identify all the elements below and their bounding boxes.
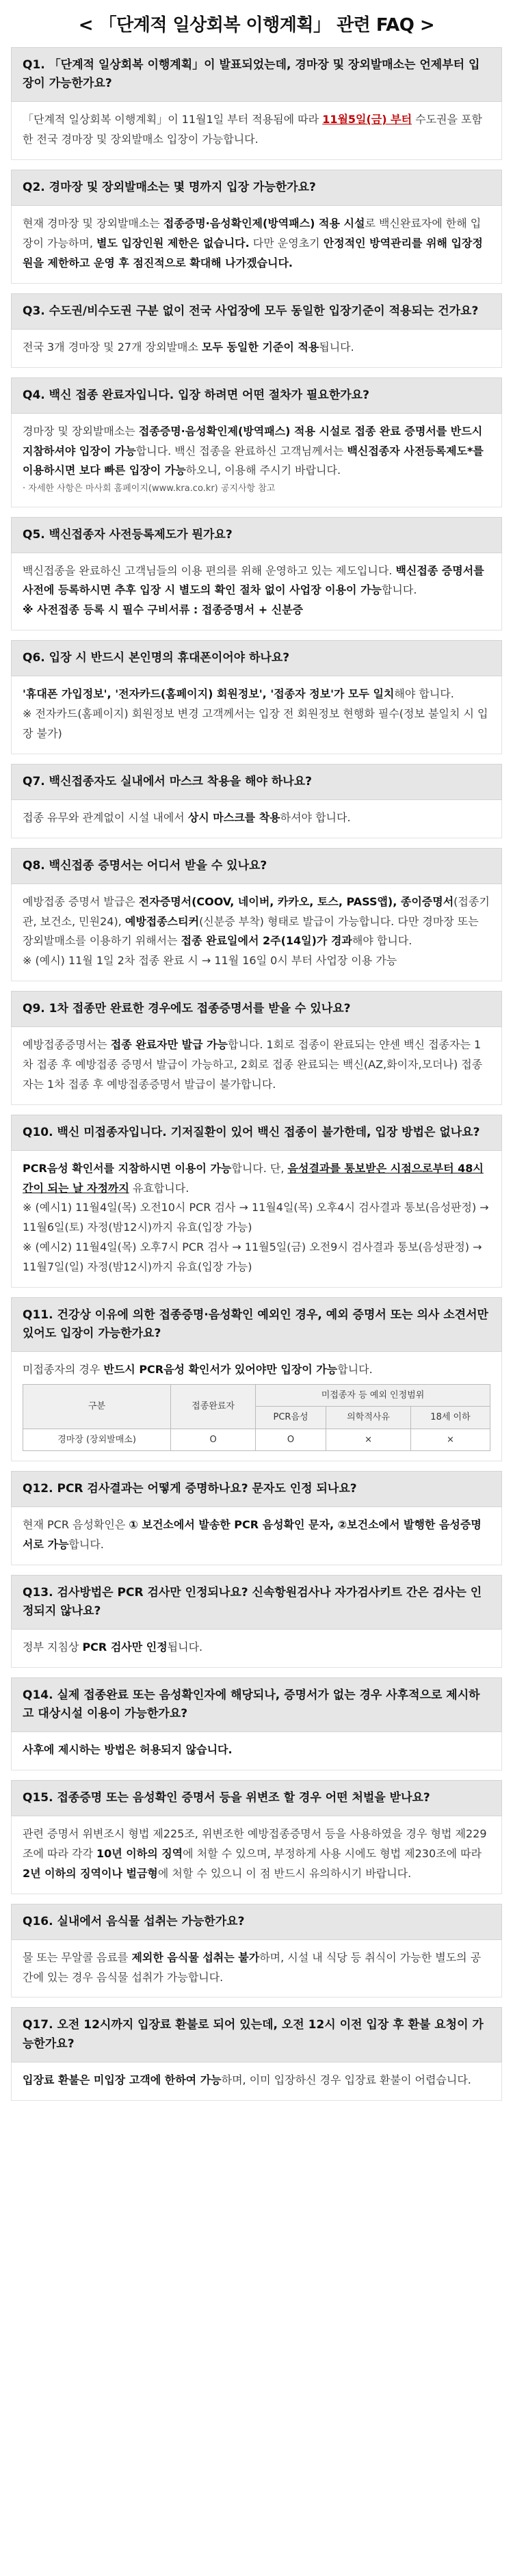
answer-paragraph	[23, 1824, 490, 1883]
answer-text: ※ (예시) 11월 1일 2차 접종 완료 시 → 11월 16일 0시 부터 사업장 이용 가능	[23, 954, 397, 968]
faq-question: Q3. 수도권/비수도권 구분 없이 전국 사업장에 모두 동일한 입장기준이 적용되는 건가요?	[11, 293, 502, 330]
answer-paragraph	[23, 808, 490, 828]
answer-text: 접종 완료자만 발급 가능	[110, 1038, 228, 1052]
answer-text: 유효합니다.	[129, 1181, 189, 1195]
answer-note	[23, 951, 490, 971]
answer-text: 해야 합니다.	[352, 934, 412, 948]
faq-question: Q2. 경마장 및 장외발매소는 몇 명까지 입장 가능한가요?	[11, 170, 502, 206]
answer-text: 합니다. 백신 접종을 완료하신 고객님께서는	[135, 444, 347, 457]
answer-text: 관련 증명서 위변조시 형법 제225조, 위변조한 예방접종증명서 등을 사용하였을 경우 형법 제229조에 따라 각각	[23, 1827, 487, 1861]
faq-question: Q14. 실제 접종완료 또는 음성확인자에 해당되나, 증명서가 없는 경우 사후적으로 제시하고 대상시설 이용이 가능한가요?	[11, 1677, 502, 1732]
table-cell: 미접종자 등 예외 인정범위	[256, 1384, 490, 1406]
table-row	[23, 1429, 490, 1450]
answer-text: ※ 사전접종 등록 시 필수 구비서류 : 접종증명서 + 신분증	[23, 603, 304, 617]
faq-answer	[11, 1507, 502, 1565]
answer-text: 미접종자의 경우	[23, 1362, 104, 1376]
answer-paragraph	[23, 2071, 490, 2090]
answer-paragraph	[23, 1948, 490, 1988]
answer-text: 합니다. 1회로 접종이 완료되는 얀센 백신 접종자는 1차 접종 후 예방접종 증명서 발급이 가능하고, 2회로 접종 완료되는 백신(AZ,화이자,모더나) 접종자는 1차 접종 후 예방접종증명서 발급이 불가합니다.	[23, 1038, 483, 1091]
faq-item	[11, 293, 502, 368]
faq-question: Q10. 백신 미접종자입니다. 기저질환이 있어 백신 접종이 불가한데, 입장 방법은 없나요?	[11, 1115, 502, 1151]
faq-question: Q15. 접종증명 또는 음성확인 증명서 등을 위변조 할 경우 어떤 처벌을 받나요?	[11, 1780, 502, 1816]
answer-text: 로 백신완료자에 한해 입장이 가능하며,	[23, 217, 482, 250]
answer-text: 모두 동일한 기준이 적용	[201, 340, 319, 354]
table-cell: 접종완료자	[171, 1384, 256, 1429]
faq-item	[11, 1471, 502, 1565]
answer-text: 접종 완료일에서 2주(14일)가 경과	[181, 934, 352, 948]
answer-text: 안정적인 방역관리를 위해 입장정원을 제한하고 운영 후 점진적으로 확대해 나가겠습니다.	[23, 236, 483, 269]
page-title: < 「단계적 일상회복 이행계획」 관련 FAQ >	[78, 15, 435, 36]
faq-item	[11, 848, 502, 981]
answer-text: 10년 이하의 징역	[96, 1847, 183, 1861]
answer-text: 현재 경마장 및 장외발매소는	[23, 217, 163, 230]
faq-answer	[11, 2062, 502, 2101]
answer-paragraph	[23, 338, 490, 358]
answer-text: 합니다.	[337, 1362, 373, 1376]
answer-text: 상시 마스크를 착용	[187, 810, 280, 824]
answer-text: 전국 3개 경마장 및 27개 장외발매소	[23, 340, 202, 354]
faq-answer	[11, 1816, 502, 1894]
faq-item	[11, 1115, 502, 1288]
answer-text: 현재 PCR 음성확인은	[23, 1518, 129, 1532]
faq-question: Q5. 백신접종자 사전등록제도가 뭔가요?	[11, 517, 502, 553]
faq-item	[11, 1780, 502, 1894]
faq-item	[11, 1904, 502, 1998]
answer-text: 수도권을 포함한 전국 경마장 및 장외발매소 입장이 가능합니다.	[23, 113, 482, 146]
faq-question: Q12. PCR 검사결과는 어떻게 증명하나요? 문자도 인정 되나요?	[11, 1471, 502, 1507]
answer-text: 하며, 시설 내 식당 등 취식이 가능한 별도의 공간에 있는 경우 음식물 섭취가 가능합니다.	[23, 1950, 482, 1984]
faq-question: Q16. 실내에서 음식물 섭취는 가능한가요?	[11, 1904, 502, 1940]
answer-text: 백신접종자 사전등록제도*를 이용하시면 보다 빠른 입장이 가능	[23, 444, 484, 477]
answer-text: 음성결과를 통보받은 시점으로부터 48시간이 되는 날 자정까지	[23, 1161, 484, 1195]
answer-text: 합니다.	[381, 583, 417, 597]
faq-item	[11, 47, 502, 160]
answer-text: 「단계적 일상회복 이행계획」이 11월1일 부터 적용됨에 따라	[23, 113, 323, 127]
answer-text: 하셔야 합니다.	[280, 810, 351, 824]
faq-question: Q13. 검사방법은 PCR 검사만 인정되나요? 신속항원검사나 자가검사키트 간은 검사는 인정되지 않나요?	[11, 1575, 502, 1630]
answer-paragraph	[23, 1638, 490, 1658]
answer-text: 하오니, 이용해 주시기 바랍니다.	[185, 464, 341, 477]
faq-answer	[11, 330, 502, 368]
faq-item	[11, 764, 502, 838]
faq-question: Q8. 백신접종 증명서는 어디서 받을 수 있나요?	[11, 848, 502, 884]
table-cell: 18세 이하	[410, 1407, 490, 1429]
faq-answer	[11, 1940, 502, 1998]
answer-text: 백신접종을 완료하신 고객님들의 이용 편의를 위해 운영하고 있는 제도입니다.	[23, 563, 396, 577]
answer-text: 하며, 이미 입장하신 경우 입장료 환불이 어렵습니다.	[221, 2073, 471, 2086]
answer-text: 반드시 PCR음성 확인서가 있어야만 입장이 가능	[103, 1362, 338, 1376]
faq-item	[11, 1677, 502, 1770]
faq-question: Q7. 백신접종자도 실내에서 마스크 착용을 해야 하나요?	[11, 764, 502, 800]
answer-text: 합니다. 단,	[231, 1161, 288, 1175]
answer-text: 에 처할 수 있으니 이 점 반드시 유의하시기 바랍니다.	[157, 1866, 412, 1880]
answer-text: 접종증명·음성확인제(방역패스) 적용 시설	[163, 217, 365, 230]
answer-text: 접종증명·음성확인제(방역패스) 적용 시설로 접종 완료 증명서를 반드시 지참하셔야 입장이 가능	[23, 424, 483, 457]
faq-answer	[11, 1352, 502, 1461]
faq-answer	[11, 414, 502, 507]
answer-text: 2년 이하의 징역이나 벌금형	[23, 1866, 158, 1880]
answer-paragraph	[23, 1515, 490, 1555]
answer-paragraph	[23, 214, 490, 273]
answer-paragraph	[23, 685, 490, 704]
faq-answer	[11, 206, 502, 283]
answer-paragraph	[23, 110, 490, 150]
answer-text: ※ 전자카드(홈페이지) 회원정보 변경 고객께서는 입장 전 회원정보 현행화 필수(정보 불일치 시 입장 불가)	[23, 707, 488, 740]
answer-note	[23, 704, 490, 744]
answer-text: 예방접종 증명서 발급은	[23, 894, 139, 908]
faq-item	[11, 377, 502, 507]
answer-text: 경마장 및 장외발매소는	[23, 424, 139, 438]
answer-text: 됩니다.	[319, 340, 354, 354]
faq-item	[11, 1575, 502, 1668]
answer-paragraph	[23, 422, 490, 481]
faq-question: Q11. 건강상 이유에 의한 접종증명·음성확인 예외인 경우, 예외 증명서 또는 의사 소견서만 있어도 입장이 가능한가요?	[11, 1297, 502, 1352]
answer-note	[23, 1238, 490, 1277]
table-cell: ×	[410, 1429, 490, 1450]
faq-question: Q4. 백신 접종 완료자입니다. 입장 하려면 어떤 절차가 필요한가요?	[11, 377, 502, 414]
answer-text: ① 보건소에서 발송한 PCR 음성확인 문자, ②보건소에서 발행한 음성증명서로 가능	[23, 1518, 482, 1551]
faq-answer	[11, 800, 502, 838]
answer-paragraph	[23, 1360, 490, 1380]
answer-text: 접종 유무와 관계없이 시설 내에서	[23, 810, 188, 824]
answer-text: PCR음성 확인서를 지참하시면 이용이 가능	[23, 1161, 232, 1175]
answer-paragraph	[23, 1035, 490, 1094]
faq-answer	[11, 676, 502, 754]
answer-text: 제외한 음식물 섭취는 불가	[131, 1950, 260, 1964]
answer-text: 입장료 환불은 미입장 고객에 한하여 가능	[23, 2073, 222, 2086]
faq-item	[11, 170, 502, 284]
answer-text: · 자세한 사항은 마사회 홈페이지(www.kra.co.kr) 공지사항 참고	[23, 483, 276, 494]
answer-text: PCR 검사만 인정	[82, 1641, 168, 1654]
faq-list	[11, 47, 502, 2101]
answer-text: 전자증명서(COOV, 네이버, 카카오, 토스, PASS앱), 종이증명서	[138, 894, 454, 908]
faq-item	[11, 2007, 502, 2100]
answer-text: 다만 운영초기	[249, 236, 324, 250]
answer-note	[23, 600, 490, 620]
table-cell: ×	[326, 1429, 411, 1450]
answer-paragraph	[23, 1159, 490, 1199]
answer-text: (접종기관, 보건소, 민원24),	[23, 894, 490, 928]
answer-text: 합니다.	[68, 1537, 104, 1551]
exception-table	[23, 1384, 490, 1451]
faq-question: Q9. 1차 접종만 완료한 경우에도 접종증명서를 받을 수 있나요?	[11, 991, 502, 1027]
answer-text: 사후에 제시하는 방법은 허용되지 않습니다.	[23, 1743, 233, 1757]
faq-question: Q6. 입장 시 반드시 본인명의 휴대폰이어야 하나요?	[11, 640, 502, 676]
faq-item	[11, 1297, 502, 1461]
table-header-row	[23, 1384, 490, 1406]
faq-answer	[11, 102, 502, 160]
answer-text: 해야 합니다.	[394, 687, 454, 701]
answer-text: (신분증 부착) 형태로 발급이 가능합니다. 다만 경마장 또는 장외발매소를 이용하기 위해서는	[23, 914, 479, 948]
answer-text: 정부 지침상	[23, 1641, 83, 1654]
faq-item	[11, 991, 502, 1105]
answer-note	[23, 1198, 490, 1238]
faq-answer	[11, 1151, 502, 1288]
table-cell: O	[171, 1429, 256, 1450]
answer-text: 예방접종증명서는	[23, 1038, 111, 1052]
faq-answer	[11, 1732, 502, 1770]
answer-text: 물 또는 무알콜 음료를	[23, 1950, 132, 1964]
table-cell: PCR음성	[256, 1407, 326, 1429]
faq-question: Q17. 오전 12시까지 입장료 환불로 되어 있는데, 오전 12시 이전 입장 후 환불 요청이 가능한가요?	[11, 2007, 502, 2062]
faq-answer	[11, 884, 502, 981]
table-cell: 구분	[23, 1384, 171, 1429]
answer-text: 백신접종 증명서를 사전에 등록하시면 추후 입장 시 별도의 확인 절차 없이 사업장 이용이 가능	[23, 563, 484, 597]
answer-paragraph	[23, 892, 490, 951]
answer-text: 됩니다.	[167, 1641, 203, 1654]
faq-item	[11, 640, 502, 754]
answer-text: 예방접종스티커	[124, 914, 200, 928]
answer-text: '휴대폰 가입정보', '전자카드(홈페이지) 회원정보', '접종자 정보'가 모두 일치	[23, 687, 395, 701]
answer-text: ※ (예시2) 11월4일(목) 오후7시 PCR 검사 → 11월5일(금) 오전9시 검사결과 통보(음성판정) → 11월7일(일) 자정(밤12시)까지 유효(입장 가능)	[23, 1240, 482, 1273]
table-cell: O	[256, 1429, 326, 1450]
faq-answer	[11, 1027, 502, 1104]
faq-item	[11, 517, 502, 631]
faq-answer	[11, 1630, 502, 1668]
faq-question: Q1. 「단계적 일상회복 이행계획」이 발표되었는데, 경마장 및 장외발매소는 언제부터 입장이 가능한가요?	[11, 47, 502, 102]
faq-answer	[11, 553, 502, 630]
answer-text: 11월5일(금) 부터	[322, 113, 412, 127]
answer-paragraph	[23, 561, 490, 601]
answer-text: 별도 입장인원 제한은 없습니다.	[96, 236, 250, 250]
answer-text: ※ (예시1) 11월4일(목) 오전10시 PCR 검사 → 11월4일(목) 오후4시 검사결과 통보(음성판정) → 11월6일(토) 자정(밤12시)까지 유효(입장 가능)	[23, 1201, 489, 1234]
answer-paragraph	[23, 1740, 490, 1760]
answer-note	[23, 481, 490, 496]
table-cell: 의학적사유	[326, 1407, 411, 1429]
table-cell: 경마장 (장외발매소)	[23, 1429, 171, 1450]
answer-text: 에 처할 수 있으며, 부정하게 사용 시에도 형법 제230조에 따라	[183, 1847, 482, 1861]
